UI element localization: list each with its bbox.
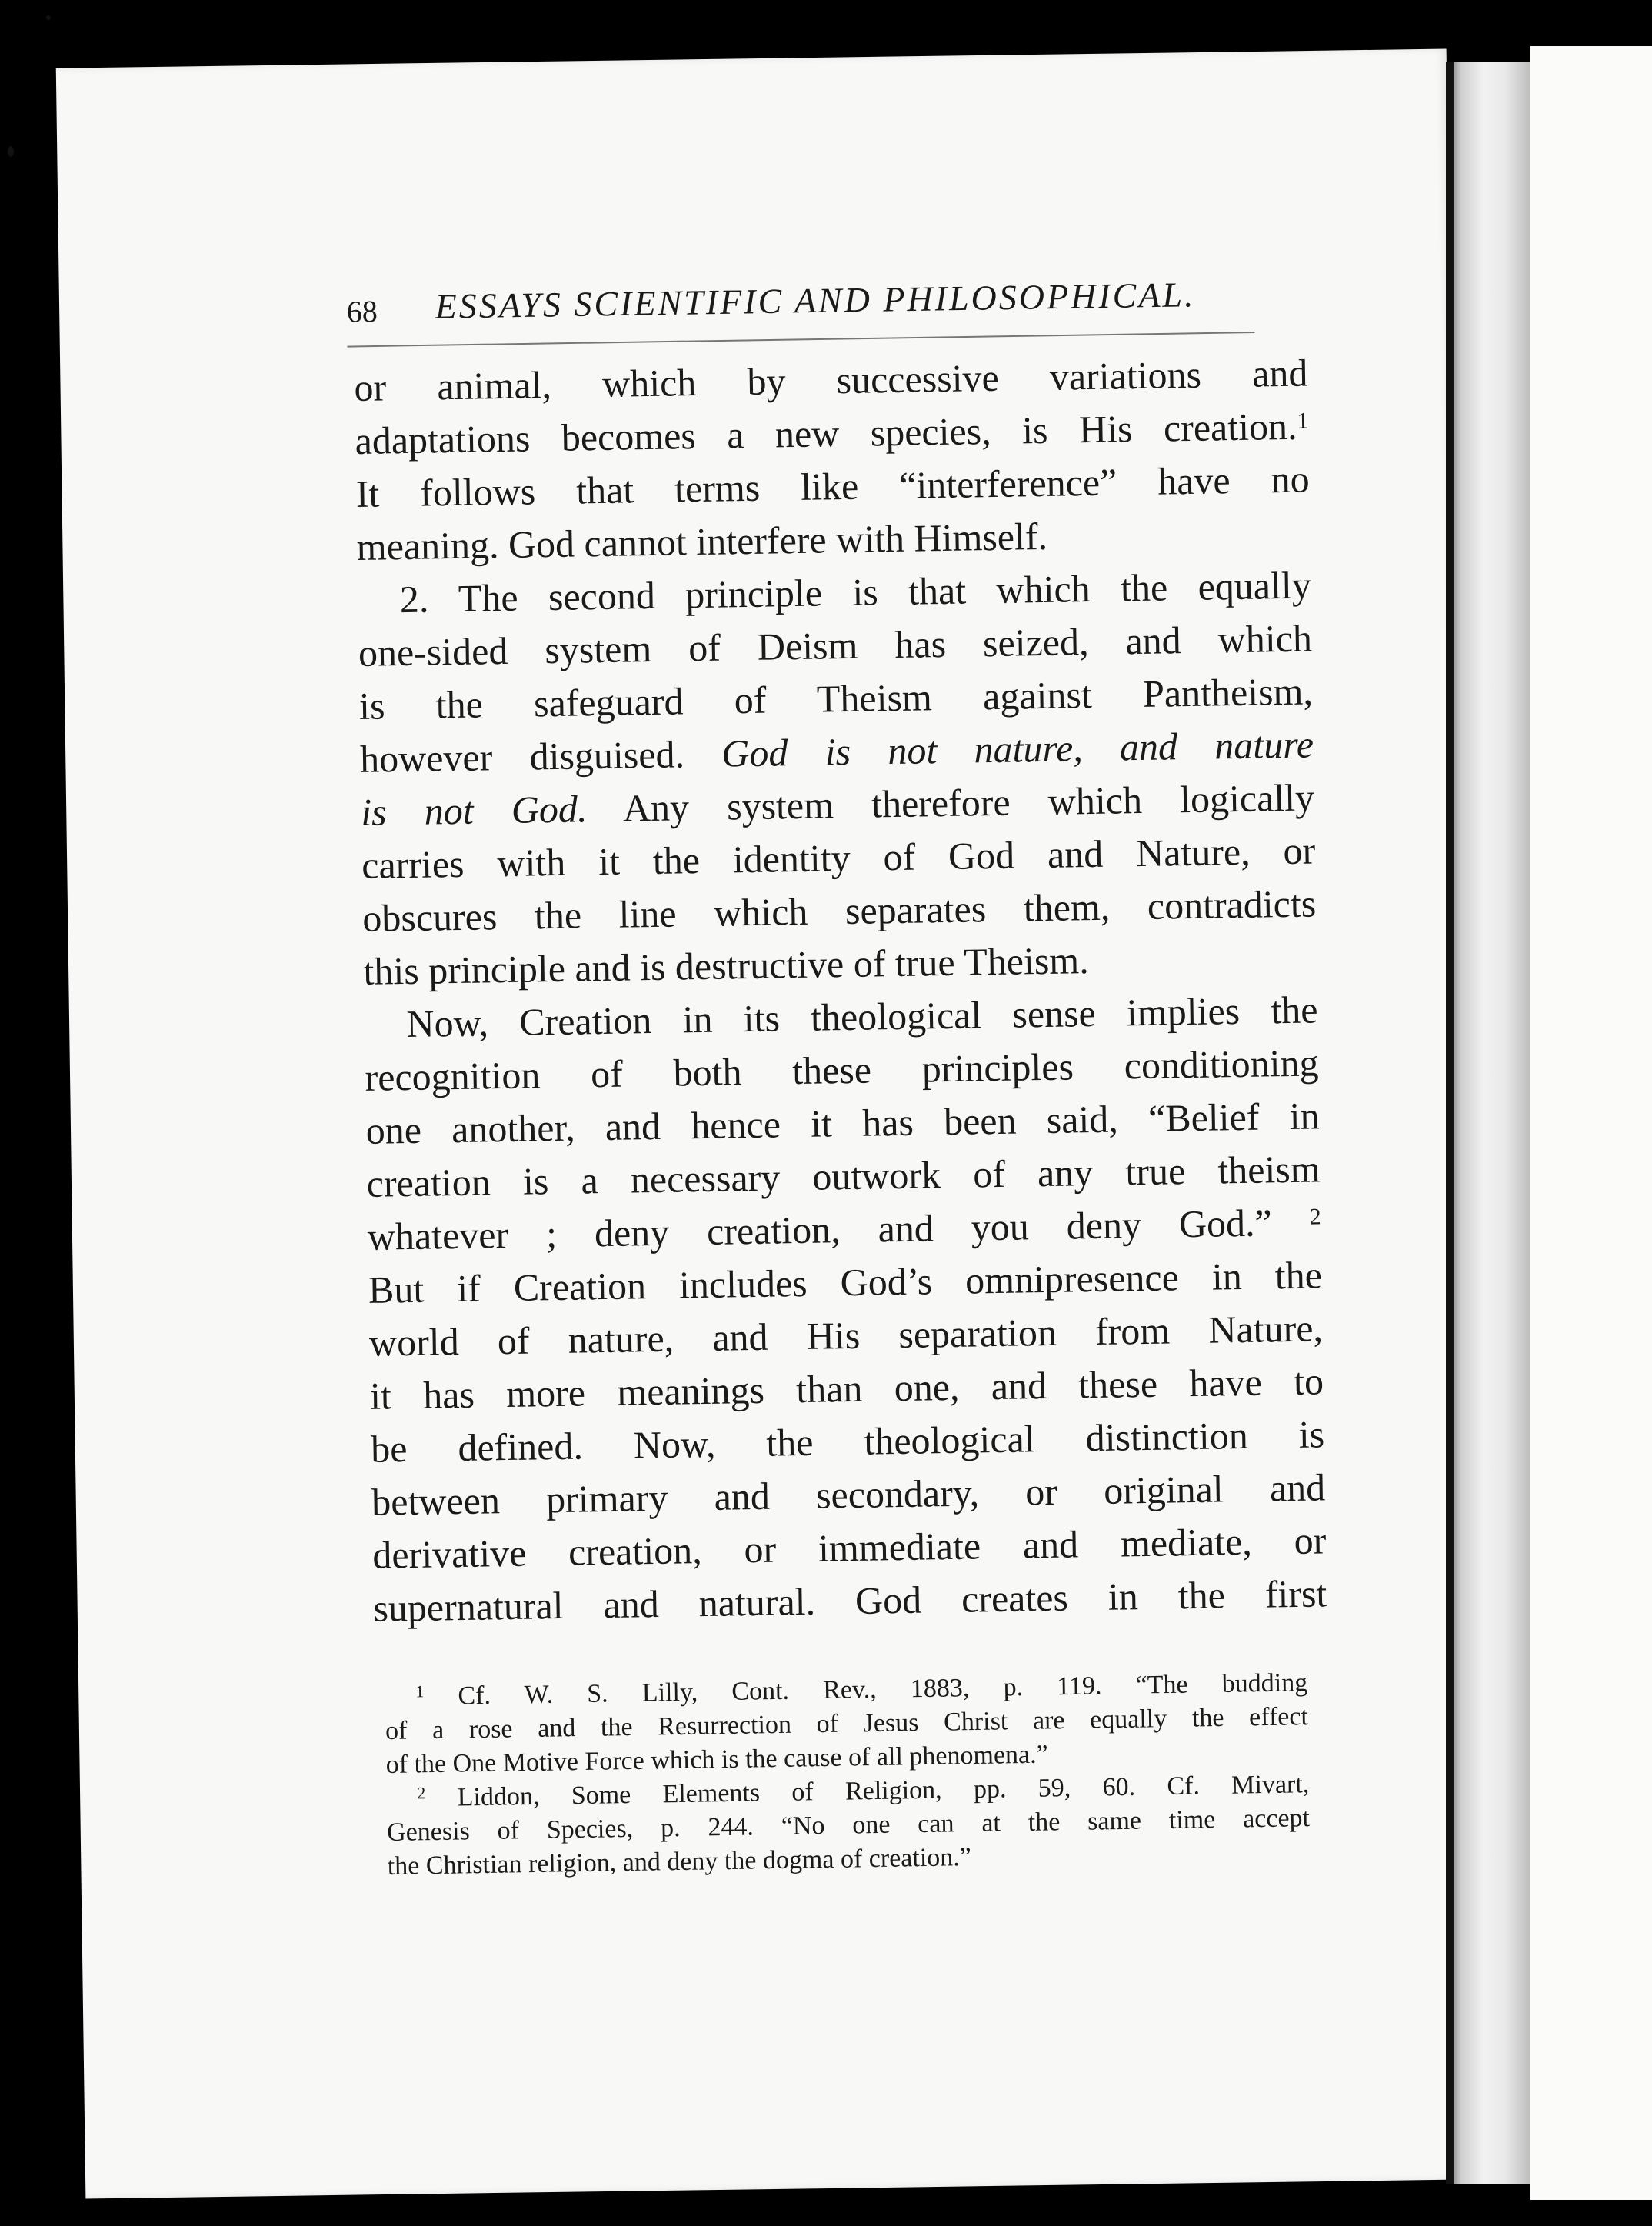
text-line: however disguised. God is not nature, and nature — [359, 722, 1314, 781]
text-line: recognition of both these principles conditioning — [365, 1041, 1319, 1099]
text-line: is the safeguard of Theism against Pantheism, — [358, 669, 1314, 728]
page-edge-shadow — [1446, 62, 1454, 2184]
italic-emphasis: God is not nature, and nature — [721, 722, 1314, 775]
italic-emphasis: is not God. — [360, 787, 588, 834]
text-line: one-sided system of Deism has seized, and which — [358, 616, 1313, 675]
text-line: adaptations becomes a new species, is His creation.$^1$ — [355, 404, 1309, 462]
footnote-line: $^2$ Liddon, Some Elements of Religion, pp. 59, 60. Cf. Mivart, — [417, 1770, 1310, 1812]
scan-speck — [8, 146, 14, 157]
text-line: is not God. Any system therefore which logically — [360, 775, 1315, 834]
text-line: obscures the line which separates them, contradicts — [361, 881, 1317, 940]
text-line: It follows that terms like “interference” have no — [355, 457, 1310, 515]
footnotes — [385, 1666, 1311, 1884]
text-line: between primary and secondary, or original and — [371, 1465, 1326, 1524]
text-line: But if Creation includes God’s omnipresence in the — [368, 1253, 1323, 1311]
footnote-line: Genesis of Species, p. 244. “No one can at the same time accept — [386, 1804, 1311, 1847]
footnote-line: $^1$ Cf. W. S. Lilly, Cont. Rev., 1883, p. 119. “The budding — [415, 1668, 1308, 1711]
text-line: carries with it the identity of God and Nature, or — [361, 828, 1316, 887]
text-line: whatever ; deny creation, and you deny God.” $^2$ — [367, 1201, 1321, 1258]
book-spine — [1446, 62, 1530, 2184]
footnote-number: 1 — [415, 1681, 425, 1701]
footnote-marker: 1 — [1297, 408, 1309, 434]
footnote-marker: 2 — [1309, 1204, 1321, 1230]
body-text — [354, 347, 1327, 1635]
text-line: world of nature, and His separation from Nature, — [368, 1306, 1324, 1365]
page-number: 68 — [346, 293, 378, 329]
text-line: be defined. Now, the theological distinction is — [370, 1412, 1325, 1471]
footnote-line: of a rose and the Resurrection of Jesus Christ are equally the effect — [385, 1702, 1309, 1745]
footnote-number: 2 — [417, 1783, 426, 1803]
text-line: derivative creation, or immediate and mediate, or — [371, 1518, 1327, 1577]
text-line: meaning. God cannot interfere with Himself. — [356, 514, 1048, 568]
text-line: 2. The second principle is that which the equally — [399, 563, 1312, 621]
running-title: ESSAYS SCIENTIFIC AND PHILOSOPHICAL. — [435, 275, 1196, 326]
text-line: it has more meanings than one, and these have to — [369, 1359, 1324, 1418]
text-line: one another, and hence it has been said, “Belief in — [365, 1094, 1320, 1152]
footnote-line: the Christian religion, and deny the dogma of creation.” — [387, 1843, 972, 1881]
text-line: creation is a necessary outwork of any true theism — [366, 1147, 1321, 1205]
text-line: or animal, which by successive variations and — [354, 351, 1308, 409]
footnote-line: of the One Motive Force which is the cause of all phenomena.” — [385, 1740, 1048, 1779]
scan-speck — [46, 15, 51, 20]
text-line: Now, Creation in its theological sense implies the — [406, 988, 1318, 1046]
text-line: supernatural and natural. God creates in the first — [373, 1571, 1327, 1630]
facing-page-edge — [1530, 46, 1652, 2200]
text-line: this principle and is destructive of true Theism. — [363, 938, 1090, 993]
